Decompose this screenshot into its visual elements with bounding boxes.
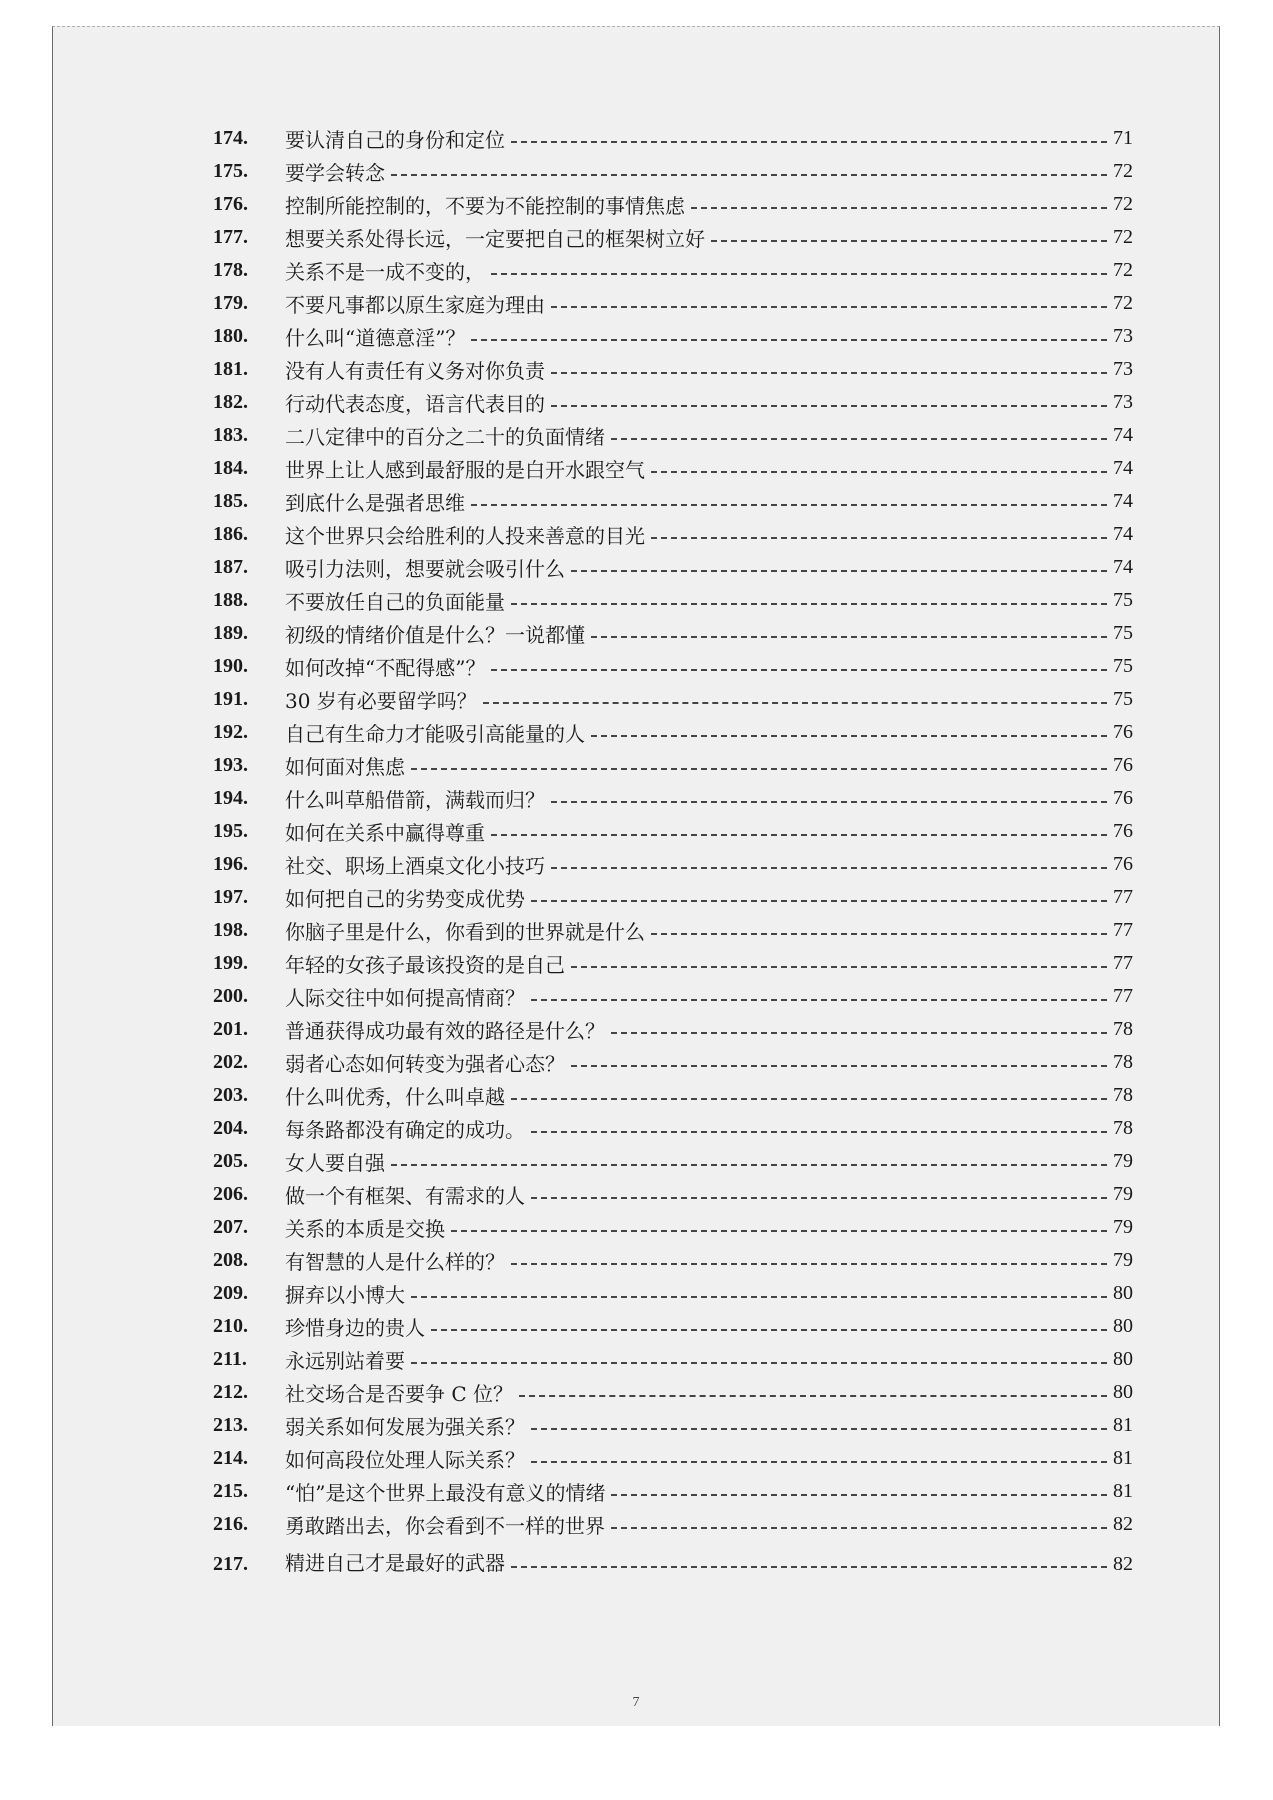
toc-entry-title: 弱者心态如何转变为强者心态？ — [285, 1052, 565, 1076]
toc-dotted-leader — [431, 1329, 1107, 1331]
table-of-contents — [213, 122, 1133, 1578]
toc-entry-title: 年轻的女孩子最该投资的是自己 — [285, 953, 565, 977]
toc-entry-page: 78 — [1113, 1051, 1133, 1073]
toc-entry-title: 做一个有框架、有需求的人 — [285, 1184, 525, 1208]
toc-entry-title: 世界上让人感到最舒服的是白开水跟空气 — [285, 458, 645, 482]
toc-entry-title: 如何改掉“不配得感”？ — [285, 656, 486, 680]
toc-entry-number: 180. — [213, 325, 248, 347]
toc-entry[interactable] — [213, 617, 1133, 650]
toc-entry-number: 208. — [213, 1249, 248, 1271]
toc-dotted-leader — [491, 834, 1107, 836]
toc-dotted-leader — [551, 306, 1107, 308]
toc-dotted-leader — [551, 867, 1107, 869]
toc-entry-page: 78 — [1113, 1084, 1133, 1106]
toc-entry[interactable] — [213, 1442, 1133, 1475]
toc-dotted-leader — [691, 207, 1107, 209]
toc-entry-title: 二八定律中的百分之二十的负面情绪 — [285, 425, 605, 449]
toc-entry-number: 207. — [213, 1216, 248, 1238]
toc-entry-number: 193. — [213, 754, 248, 776]
toc-entry-page: 82 — [1113, 1513, 1133, 1535]
toc-entry[interactable] — [213, 1046, 1133, 1079]
toc-dotted-leader — [551, 372, 1107, 374]
toc-entry-title: 珍惜身边的贵人 — [285, 1316, 425, 1340]
toc-entry-number: 192. — [213, 721, 248, 743]
toc-entry-title: 关系不是一成不变的， — [285, 260, 485, 284]
toc-entry-page: 74 — [1113, 457, 1133, 479]
toc-entry-page: 78 — [1113, 1117, 1133, 1139]
toc-entry-number: 217. — [213, 1553, 248, 1575]
toc-dotted-leader — [511, 141, 1107, 143]
toc-entry-title: 不要放任自己的负面能量 — [285, 590, 505, 614]
toc-entry-title: 初级的情绪价值是什么？一说都懂 — [285, 623, 585, 647]
toc-entry[interactable] — [213, 1277, 1133, 1310]
toc-entry-page: 75 — [1113, 655, 1133, 677]
toc-entry-page: 73 — [1113, 391, 1133, 413]
toc-entry-number: 198. — [213, 919, 248, 941]
toc-entry-title: 不要凡事都以原生家庭为理由 — [285, 293, 545, 317]
toc-entry-page: 79 — [1113, 1150, 1133, 1172]
toc-entry-title: 自己有生命力才能吸引高能量的人 — [285, 722, 585, 746]
toc-entry[interactable] — [213, 452, 1133, 485]
toc-entry-number: 203. — [213, 1084, 248, 1106]
toc-entry-page: 79 — [1113, 1183, 1133, 1205]
toc-entry-page: 76 — [1113, 721, 1133, 743]
toc-entry-page: 71 — [1113, 127, 1133, 149]
toc-entry-page: 72 — [1113, 259, 1133, 281]
toc-entry-title: 勇敢踏出去，你会看到不一样的世界 — [285, 1514, 605, 1538]
toc-entry-number: 178. — [213, 259, 248, 281]
toc-entry-page: 77 — [1113, 952, 1133, 974]
toc-entry-number: 196. — [213, 853, 248, 875]
toc-entry-number: 185. — [213, 490, 248, 512]
toc-entry-number: 195. — [213, 820, 248, 842]
toc-dotted-leader — [651, 537, 1107, 539]
toc-entry-page: 77 — [1113, 919, 1133, 941]
toc-entry[interactable] — [213, 221, 1133, 254]
toc-dotted-leader — [551, 801, 1107, 803]
toc-entry-number: 202. — [213, 1051, 248, 1073]
toc-entry[interactable] — [213, 1376, 1133, 1409]
page-number: 7 — [632, 1695, 640, 1710]
toc-entry-title: 你脑子里是什么，你看到的世界就是什么 — [285, 920, 645, 944]
toc-entry-number: 210. — [213, 1315, 248, 1337]
toc-entry-title: 每条路都没有确定的成功。 — [285, 1118, 525, 1142]
toc-dotted-leader — [531, 900, 1107, 902]
toc-dotted-leader — [511, 1566, 1107, 1568]
toc-entry-page: 76 — [1113, 787, 1133, 809]
toc-entry-number: 176. — [213, 193, 248, 215]
toc-entry[interactable] — [213, 1310, 1133, 1343]
toc-entry-number: 204. — [213, 1117, 248, 1139]
toc-dotted-leader — [511, 1263, 1107, 1265]
toc-entry[interactable] — [213, 584, 1133, 617]
toc-entry-page: 76 — [1113, 754, 1133, 776]
toc-entry[interactable] — [213, 287, 1133, 320]
toc-entry-page: 75 — [1113, 589, 1133, 611]
toc-entry-page: 75 — [1113, 688, 1133, 710]
toc-dotted-leader — [571, 966, 1107, 968]
toc-dotted-leader — [411, 1362, 1107, 1364]
toc-entry-number: 183. — [213, 424, 248, 446]
toc-entry-number: 177. — [213, 226, 248, 248]
toc-entry-number: 179. — [213, 292, 248, 314]
toc-entry[interactable] — [213, 1145, 1133, 1178]
toc-entry-page: 78 — [1113, 1018, 1133, 1040]
toc-dotted-leader — [519, 1395, 1107, 1397]
toc-entry-number: 191. — [213, 688, 248, 710]
toc-dotted-leader — [591, 735, 1107, 737]
toc-entry[interactable] — [213, 122, 1133, 155]
toc-entry-page: 75 — [1113, 622, 1133, 644]
toc-entry-page: 74 — [1113, 556, 1133, 578]
toc-dotted-leader — [651, 471, 1107, 473]
toc-dotted-leader — [483, 702, 1107, 704]
toc-entry-number: 205. — [213, 1150, 248, 1172]
toc-entry-page: 79 — [1113, 1249, 1133, 1271]
toc-entry-number: 197. — [213, 886, 248, 908]
toc-entry-number: 175. — [213, 160, 248, 182]
toc-entry-number: 216. — [213, 1513, 248, 1535]
toc-entry-title: 行动代表态度，语言代表目的 — [285, 392, 545, 416]
toc-dotted-leader — [531, 1197, 1107, 1199]
toc-entry[interactable] — [213, 419, 1133, 452]
toc-entry-title: 什么叫“道德意淫”？ — [285, 326, 466, 350]
toc-entry-title: 摒弃以小博大 — [285, 1283, 405, 1307]
toc-entry[interactable] — [213, 1211, 1133, 1244]
toc-entry-title: “怕”是这个世界上最没有意义的情绪 — [285, 1481, 606, 1505]
toc-dotted-leader — [491, 273, 1107, 275]
toc-entry-title: 社交、职场上酒桌文化小技巧 — [285, 854, 545, 878]
toc-entry-title: 要认清自己的身份和定位 — [285, 128, 505, 152]
toc-entry[interactable] — [213, 386, 1133, 419]
toc-entry[interactable] — [213, 1409, 1133, 1442]
toc-entry[interactable] — [213, 353, 1133, 386]
toc-entry-page: 77 — [1113, 985, 1133, 1007]
toc-entry-page: 72 — [1113, 226, 1133, 248]
toc-entry-number: 211. — [213, 1348, 247, 1370]
toc-dotted-leader — [591, 636, 1107, 638]
toc-entry-title: 到底什么是强者思维 — [285, 491, 465, 515]
toc-entry-number: 181. — [213, 358, 248, 380]
toc-entry-number: 209. — [213, 1282, 248, 1304]
toc-entry[interactable] — [213, 683, 1133, 716]
toc-entry-number: 212. — [213, 1381, 248, 1403]
toc-entry[interactable] — [213, 881, 1133, 914]
toc-entry[interactable] — [213, 749, 1133, 782]
toc-entry[interactable] — [213, 848, 1133, 881]
toc-entry[interactable] — [213, 188, 1133, 221]
toc-entry-page: 72 — [1113, 160, 1133, 182]
toc-dotted-leader — [391, 174, 1107, 176]
toc-entry-page: 72 — [1113, 193, 1133, 215]
toc-dotted-leader — [491, 669, 1107, 671]
toc-entry-title: 如何面对焦虑 — [285, 755, 405, 779]
toc-dotted-leader — [411, 768, 1107, 770]
toc-entry-title: 什么叫优秀，什么叫卓越 — [285, 1085, 505, 1109]
toc-entry-page: 80 — [1113, 1381, 1133, 1403]
toc-entry-page: 76 — [1113, 853, 1133, 875]
toc-entry-page: 73 — [1113, 325, 1133, 347]
toc-entry-title: 什么叫草船借箭，满载而归？ — [285, 788, 545, 812]
toc-entry[interactable] — [213, 1508, 1133, 1541]
toc-entry-page: 81 — [1113, 1447, 1133, 1469]
toc-entry-page: 81 — [1113, 1414, 1133, 1436]
toc-dotted-leader — [391, 1164, 1107, 1166]
toc-entry-page: 81 — [1113, 1480, 1133, 1502]
toc-entry-title: 想要关系处得长远，一定要把自己的框架树立好 — [285, 227, 705, 251]
toc-entry-title: 关系的本质是交换 — [285, 1217, 445, 1241]
toc-entry[interactable] — [213, 1475, 1133, 1508]
toc-entry[interactable] — [213, 782, 1133, 815]
toc-entry-title: 这个世界只会给胜利的人投来善意的目光 — [285, 524, 645, 548]
toc-dotted-leader — [611, 1494, 1107, 1496]
toc-dotted-leader — [711, 240, 1107, 242]
toc-entry-title: 社交场合是否要争 C 位？ — [285, 1382, 514, 1406]
toc-entry-page: 74 — [1113, 424, 1133, 446]
toc-entry[interactable] — [213, 914, 1133, 947]
toc-entry[interactable] — [213, 716, 1133, 749]
toc-entry-title: 如何在关系中赢得尊重 — [285, 821, 485, 845]
toc-entry-page: 80 — [1113, 1315, 1133, 1337]
toc-dotted-leader — [571, 570, 1107, 572]
toc-entry[interactable] — [213, 551, 1133, 584]
toc-entry-number: 190. — [213, 655, 248, 677]
toc-entry-number: 184. — [213, 457, 248, 479]
toc-dotted-leader — [571, 1065, 1107, 1067]
toc-entry-title: 普通获得成功最有效的路径是什么？ — [285, 1019, 605, 1043]
document-page — [52, 26, 1220, 1726]
toc-entry-title: 吸引力法则，想要就会吸引什么 — [285, 557, 565, 581]
toc-dotted-leader — [511, 603, 1107, 605]
toc-dotted-leader — [511, 1098, 1107, 1100]
toc-entry[interactable] — [213, 320, 1133, 353]
toc-entry[interactable] — [213, 1178, 1133, 1211]
toc-dotted-leader — [611, 438, 1107, 440]
toc-dotted-leader — [451, 1230, 1107, 1232]
toc-entry-number: 174. — [213, 127, 248, 149]
toc-entry-number: 215. — [213, 1480, 248, 1502]
toc-entry-number: 213. — [213, 1414, 248, 1436]
toc-entry-title: 有智慧的人是什么样的？ — [285, 1250, 505, 1274]
toc-entry[interactable] — [213, 155, 1133, 188]
toc-entry-title: 30 岁有必要留学吗？ — [285, 689, 477, 713]
toc-entry-page: 82 — [1113, 1553, 1133, 1575]
toc-entry-page: 73 — [1113, 358, 1133, 380]
toc-entry[interactable] — [213, 485, 1133, 518]
toc-entry-number: 189. — [213, 622, 248, 644]
toc-entry[interactable] — [213, 947, 1133, 980]
toc-entry-title: 如何把自己的劣势变成优势 — [285, 887, 525, 911]
toc-entry[interactable] — [213, 1112, 1133, 1145]
toc-dotted-leader — [471, 339, 1107, 341]
toc-entry-number: 206. — [213, 1183, 248, 1205]
toc-entry-number: 188. — [213, 589, 248, 611]
toc-entry-title: 女人要自强 — [285, 1151, 385, 1175]
toc-entry-number: 194. — [213, 787, 248, 809]
toc-entry[interactable] — [213, 1013, 1133, 1046]
toc-entry-title: 控制所能控制的，不要为不能控制的事情焦虑 — [285, 194, 685, 218]
toc-entry-page: 76 — [1113, 820, 1133, 842]
toc-entry-title: 要学会转念 — [285, 161, 385, 185]
toc-entry[interactable] — [213, 1244, 1133, 1277]
toc-dotted-leader — [611, 1032, 1107, 1034]
toc-entry[interactable] — [213, 815, 1133, 848]
toc-entry-number: 199. — [213, 952, 248, 974]
toc-entry-number: 187. — [213, 556, 248, 578]
toc-entry[interactable] — [213, 980, 1133, 1013]
toc-entry-page: 79 — [1113, 1216, 1133, 1238]
toc-entry-number: 186. — [213, 523, 248, 545]
toc-entry-page: 80 — [1113, 1348, 1133, 1370]
toc-entry[interactable] — [213, 1079, 1133, 1112]
toc-dotted-leader — [531, 1461, 1107, 1463]
toc-entry-number: 201. — [213, 1018, 248, 1040]
toc-dotted-leader — [471, 504, 1107, 506]
toc-entry-page: 72 — [1113, 292, 1133, 314]
toc-dotted-leader — [651, 933, 1107, 935]
toc-entry-number: 214. — [213, 1447, 248, 1469]
toc-entry-page: 74 — [1113, 523, 1133, 545]
toc-entry-page: 80 — [1113, 1282, 1133, 1304]
toc-entry-title: 如何高段位处理人际关系？ — [285, 1448, 525, 1472]
toc-entry-page: 77 — [1113, 886, 1133, 908]
toc-entry-page: 74 — [1113, 490, 1133, 512]
toc-dotted-leader — [411, 1296, 1107, 1298]
toc-dotted-leader — [531, 1428, 1107, 1430]
toc-entry[interactable] — [213, 1541, 1133, 1578]
toc-entry-title: 精进自己才是最好的武器 — [285, 1551, 505, 1575]
toc-entry-title: 永远别站着要 — [285, 1349, 405, 1373]
toc-dotted-leader — [611, 1527, 1107, 1529]
toc-entry[interactable] — [213, 1343, 1133, 1376]
toc-entry[interactable] — [213, 650, 1133, 683]
toc-entry[interactable] — [213, 254, 1133, 287]
toc-dotted-leader — [551, 405, 1107, 407]
toc-dotted-leader — [531, 1131, 1107, 1133]
toc-entry[interactable] — [213, 518, 1133, 551]
toc-dotted-leader — [531, 999, 1107, 1001]
toc-entry-title: 弱关系如何发展为强关系？ — [285, 1415, 525, 1439]
toc-entry-number: 182. — [213, 391, 248, 413]
toc-entry-title: 没有人有责任有义务对你负责 — [285, 359, 545, 383]
toc-entry-number: 200. — [213, 985, 248, 1007]
toc-entry-title: 人际交往中如何提高情商？ — [285, 986, 525, 1010]
